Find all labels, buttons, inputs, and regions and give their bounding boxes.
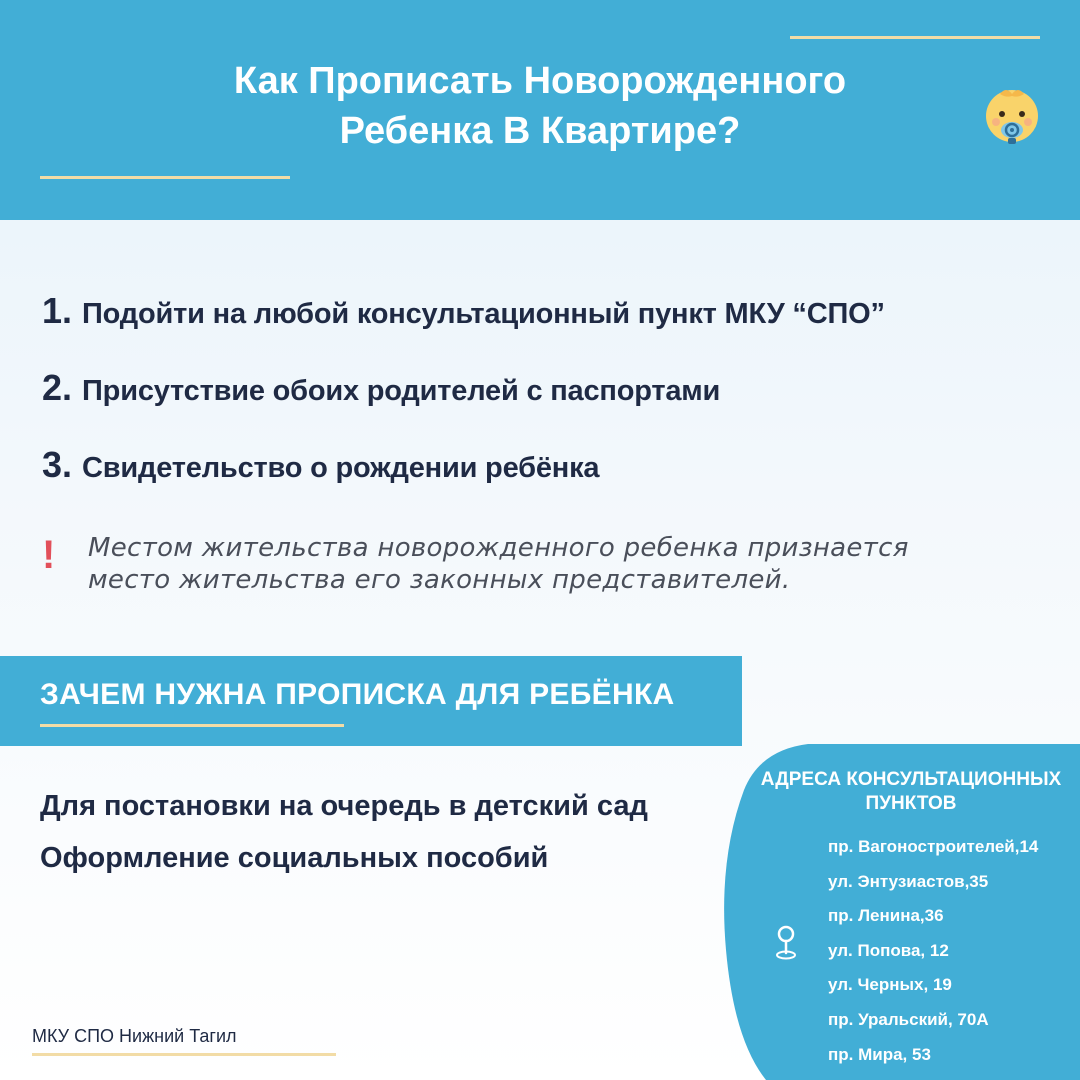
addresses-title-line-2: ПУНКТОВ (865, 793, 957, 814)
address-item: ул. Энтузиастов,35 (828, 871, 989, 891)
address-item: ул. Черных, 19 (828, 975, 952, 995)
step-text: Свидетельство о рождении ребёнка (82, 452, 600, 484)
step-number: 3. (42, 444, 73, 485)
step-text: Присутствие обоих родителей с паспортами (82, 375, 721, 407)
step-text: Подойти на любой консультационный пункт МКУ “СПО” (82, 298, 885, 330)
notice-line-2: место жительства его законных представителей. (88, 565, 791, 595)
reason-item: Оформление социальных пособий (40, 842, 549, 874)
reason-item: Для постановки на очередь в детский сад (40, 790, 648, 822)
address-list (828, 836, 1038, 1078)
address-item: пр. Мира, 53 (828, 1044, 931, 1064)
address-item: ул. Попова, 12 (828, 940, 949, 960)
section-title: ЗАЧЕМ НУЖНА ПРОПИСКА ДЛЯ РЕБЁНКА (40, 678, 675, 711)
addresses-title (742, 768, 1080, 816)
section-banner (0, 656, 742, 746)
address-item: пр. Уральский, 70А (828, 1009, 989, 1029)
address-item: пр. Вагоностроителей,14 (828, 837, 1039, 856)
notice-line-1: Местом жительства новорожденного ребенка признается (88, 533, 909, 563)
exclamation-icon: ! (42, 533, 56, 577)
page-title-line-2: Ребенка В Квартире? (339, 110, 741, 152)
address-item: пр. Ленина,36 (828, 906, 944, 926)
step-number: 2. (42, 367, 73, 408)
footer-organization: МКУ СПО Нижний Тагил (32, 1026, 237, 1046)
step-number: 1. (42, 290, 73, 331)
location-pin-icon (770, 922, 802, 962)
section-accent-line (40, 724, 344, 727)
addresses-title-line-1: АДРЕСА КОНСУЛЬТАЦИОННЫХ (760, 769, 1062, 790)
page-title-line-1: Как Прописать Новорожденного (233, 60, 847, 102)
footer-accent-line (32, 1053, 336, 1056)
